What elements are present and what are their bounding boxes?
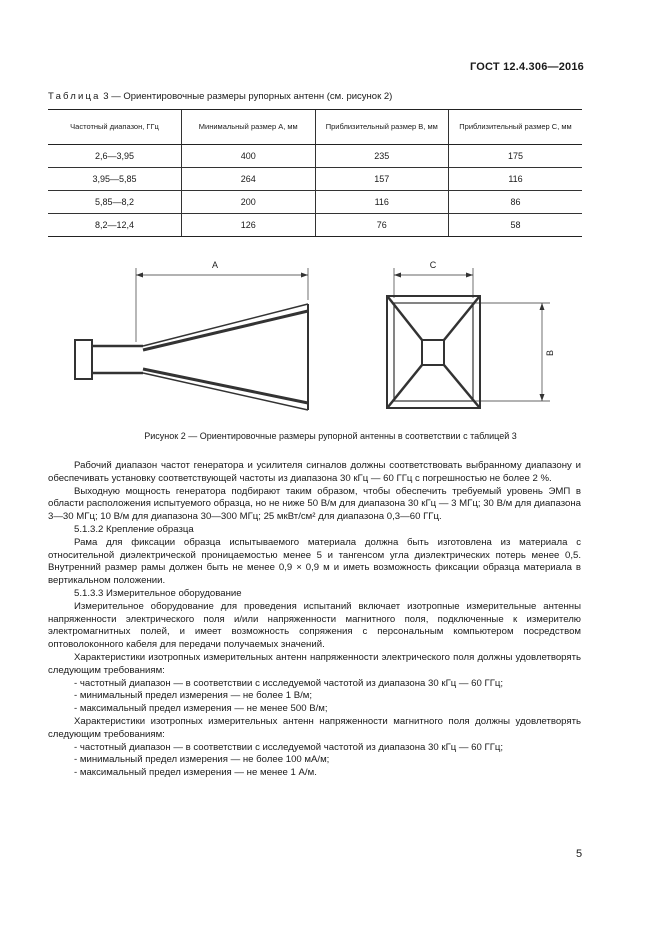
table-caption-text: 3 — Ориентировочные размеры рупорных антенн (см. рисунок 2) xyxy=(100,91,393,102)
table-header-row xyxy=(48,110,582,145)
list-item: - минимальный предел измерения — не более 1 В/м; xyxy=(74,690,313,702)
paragraph-frame: Рама для фиксации образца испытываемого материала должна быть изготовлена из материала с относительной диэлектрической проницаемостью менее 5 и тангенсом угла диэлектрических потерь менее 0,5. Внутренний размер рамы должен быть не менее 0,9 × 0,9 м и иметь возможность фиксации образца материала в вертикальном положении. xyxy=(48,536,581,587)
paragraph-equipment: Измерительное оборудование для проведения испытаний включает изотропные измерительные антенны напряженности электрического поля и/или напряженности магнитного поля, подключенные к измерителю электромагнитных полей, и имеет возможность сопряжения с персональным компьютером посредством оптоволоконного кабеля для передачи получаемых значений. xyxy=(48,600,581,651)
standard-number: ГОСТ 12.4.306—2016 xyxy=(470,61,584,73)
cell-frequency: 8,2—12,4 xyxy=(48,214,182,237)
cell-size-c: 116 xyxy=(449,168,583,191)
paragraph-magnetic-antenna-requirements: Характеристики изотропных измерительных антенн напряженности магнитного поля должны удовлетворять следующим требованиям: xyxy=(48,715,581,740)
table-row xyxy=(48,168,582,191)
page-number: 5 xyxy=(576,848,583,860)
table-caption xyxy=(48,91,392,102)
list-item: - максимальный предел измерения — не менее 1 А/м. xyxy=(74,767,317,779)
header-frequency: Частотный диапазон, ГГц xyxy=(48,110,182,145)
cell-size-b: 235 xyxy=(315,145,449,168)
horn-top-inner xyxy=(143,311,308,350)
figure-caption: Рисунок 2 — Ориентировочные размеры рупорной антенны в соответствии с таблицей 3 xyxy=(144,431,517,441)
table-row xyxy=(48,214,582,237)
cell-frequency: 5,85—8,2 xyxy=(48,191,182,214)
horn-bottom-outer xyxy=(143,373,308,410)
horn-bottom-inner xyxy=(143,369,308,403)
cell-size-b: 76 xyxy=(315,214,449,237)
dim-b-label: B xyxy=(545,349,555,357)
list-item: - частотный диапазон — в соответствии с исследуемой частотой из диапазона 30 кГц — 60 ГГц; xyxy=(74,741,504,753)
list-item: - минимальный предел измерения — не более 100 мА/м; xyxy=(74,754,330,766)
cell-size-c: 175 xyxy=(449,145,583,168)
cell-size-c: 58 xyxy=(449,214,583,237)
antenna-dimensions-table xyxy=(48,109,582,237)
waveguide-flange xyxy=(75,340,92,379)
header-size-b: Приблизительный размер B, мм xyxy=(315,110,449,145)
list-item: - максимальный предел измерения — не менее 500 В/м; xyxy=(74,703,328,715)
header-size-a: Минимальный размер A, мм xyxy=(182,110,316,145)
table-row xyxy=(48,191,582,214)
dim-a-label: A xyxy=(211,260,219,270)
horn-front-view xyxy=(387,268,550,408)
paragraph-frequency-range: Рабочий диапазон частот генератора и усилителя сигналов должны соответствовать выбранному диапазону и обеспечивать установку соответствующей частоты из диапазона 30 кГц — 60 ГГц с погрешностью не более 2 %. xyxy=(48,460,581,484)
cell-size-a: 126 xyxy=(182,214,316,237)
horn-top-outer xyxy=(143,304,308,346)
waveguide-opening xyxy=(422,340,444,365)
paragraph-output-power: Выходную мощность генератора подбирают таким образом, чтобы обеспечить требуемый уровень ЭМП в области расположения испытуемого образца, но не ниже 50 В/м для диапазона 30 кГц — 3 МГц; 30 В/м для диапазона 3—30 МГц; 10 В/м для диапазона 30—300 МГц; 25 мкВт/см² для диапазона 0,3—60 ГГц. xyxy=(48,485,581,523)
list-item: - частотный диапазон — в соответствии с исследуемой частотой из диапазона 30 кГц — 60 ГГц; xyxy=(74,677,504,689)
body-text xyxy=(48,460,581,780)
cell-frequency: 2,6—3,95 xyxy=(48,145,182,168)
horn-side-view xyxy=(75,268,308,410)
subheading-measuring-equipment: 5.1.3.3 Измерительное оборудование xyxy=(74,587,242,599)
cell-size-c: 86 xyxy=(449,191,583,214)
cell-size-a: 264 xyxy=(182,168,316,191)
header-size-c: Приблизительный размер C, мм xyxy=(449,110,583,145)
cell-size-b: 157 xyxy=(315,168,449,191)
dim-c-label: C xyxy=(429,260,437,270)
horn-antenna-figure xyxy=(0,250,661,420)
paragraph-electric-antenna-requirements: Характеристики изотропных измерительных антенн напряженности электрического поля должны удовлетворять следующим требованиям: xyxy=(48,651,581,676)
cell-size-b: 116 xyxy=(315,191,449,214)
cell-size-a: 400 xyxy=(182,145,316,168)
table-row xyxy=(48,145,582,168)
subheading-sample-mount: 5.1.3.2 Крепление образца xyxy=(74,523,194,535)
cell-size-a: 200 xyxy=(182,191,316,214)
cell-frequency: 3,95—5,85 xyxy=(48,168,182,191)
table-caption-word: Таблица xyxy=(48,91,101,102)
